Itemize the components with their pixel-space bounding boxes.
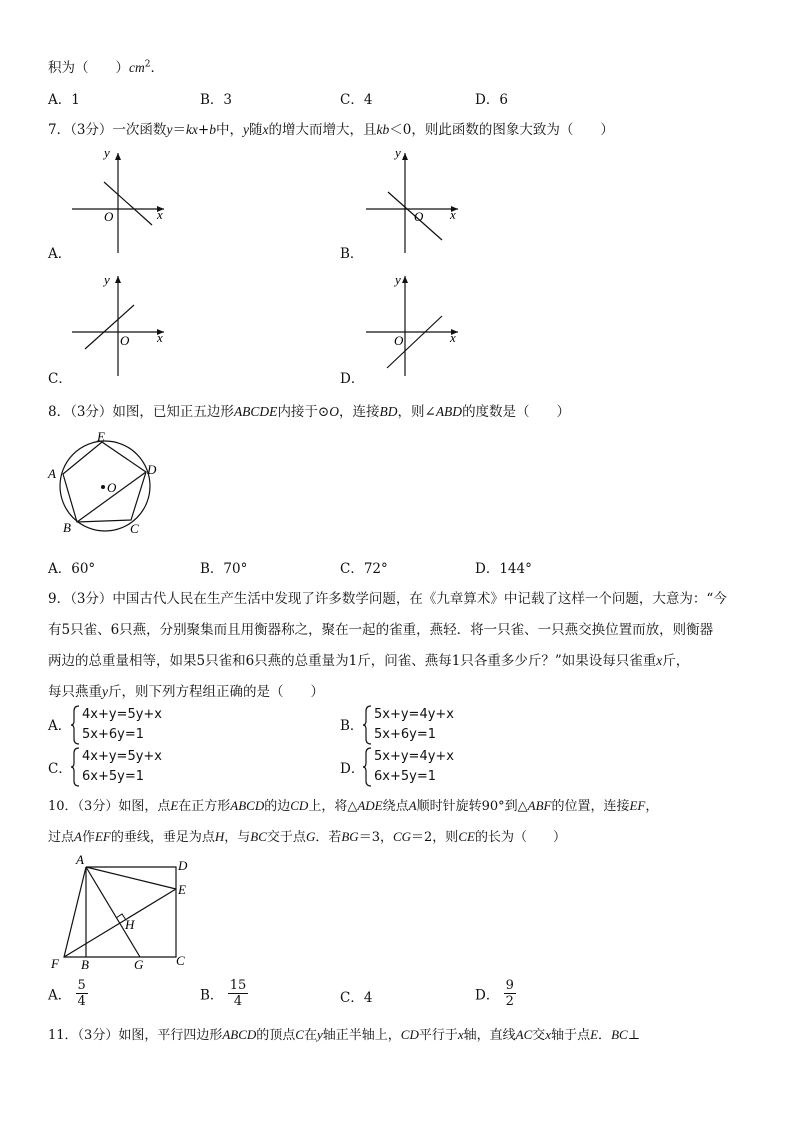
q7-stem xyxy=(48,118,614,138)
label-d: D xyxy=(147,462,157,477)
option-letter: A． xyxy=(48,561,72,577)
q7-graph-c xyxy=(68,268,168,378)
q6-tail-unit: cm xyxy=(129,60,145,75)
origin-label: O xyxy=(120,333,130,348)
q8-option-d[interactable] xyxy=(475,557,532,577)
y-label: y xyxy=(104,272,110,287)
q11-text: ⊥ xyxy=(627,1028,640,1043)
q10-var: E xyxy=(170,798,179,813)
x-label: x xyxy=(157,330,163,345)
q10-var: BC xyxy=(250,829,267,844)
q10-var: CG xyxy=(392,829,412,844)
label-e: E xyxy=(97,429,105,444)
q9-option-a[interactable] xyxy=(48,714,71,734)
q10-text: 的垂线，垂足为点 xyxy=(110,830,215,845)
q9-line-3 xyxy=(48,649,689,669)
q10-text: 的边 xyxy=(264,799,291,814)
q10-text: ＝2，则 xyxy=(411,830,459,845)
option-text: 1 xyxy=(71,92,80,108)
q10-var: ABF xyxy=(527,798,552,813)
fraction xyxy=(76,978,88,1009)
q10-text: ，与 xyxy=(224,830,251,845)
option-letter: A． xyxy=(48,718,72,734)
label-c: C xyxy=(176,953,185,968)
q7-text: 中， xyxy=(215,122,243,138)
q10-var: BG xyxy=(341,829,359,844)
brace-icon xyxy=(362,705,372,745)
q10-figure xyxy=(48,852,198,972)
q11-stem xyxy=(48,1024,640,1043)
q11-text: 交 xyxy=(532,1028,546,1043)
option-letter: A． xyxy=(48,987,72,1004)
q8-var: ABD xyxy=(435,404,463,419)
q6-option-b[interactable] xyxy=(200,88,232,108)
option-text: 4 xyxy=(363,990,373,1006)
option-letter: C． xyxy=(340,561,364,577)
q10-text: 的位置，连接 xyxy=(551,799,630,814)
option-letter: B． xyxy=(200,92,224,108)
q11-var: ABCD xyxy=(222,1027,257,1042)
label-d: D xyxy=(178,858,188,873)
x-label: x xyxy=(450,207,456,222)
q10-var: EF xyxy=(94,829,111,844)
q6-tail-sup: 2 xyxy=(144,59,151,70)
q7-expr: kx xyxy=(185,122,198,137)
q9-system-a xyxy=(82,705,162,745)
equation-1: 5x+y=4y+x xyxy=(374,707,454,722)
q10-line-2 xyxy=(48,826,566,845)
option-letter: D． xyxy=(475,92,500,108)
y-axis-arrow xyxy=(115,276,121,283)
q7-graph-b xyxy=(362,145,462,255)
q6-tail-end: ． xyxy=(150,60,164,76)
q11-var: x xyxy=(457,1027,464,1042)
q7-var: y xyxy=(242,122,249,137)
option-letter: B． xyxy=(200,987,224,1004)
q8-option-a[interactable] xyxy=(48,557,95,577)
q10-var: ADE xyxy=(357,798,383,813)
q10-text: 作 xyxy=(81,830,95,845)
option-text: 144° xyxy=(499,561,532,577)
fraction xyxy=(228,978,249,1009)
q10-option-c[interactable] xyxy=(340,986,372,1006)
option-text: 70° xyxy=(223,561,248,577)
equation-1: 4x+y=5y+x xyxy=(82,749,162,764)
equation-2: 6x+5y=1 xyxy=(82,769,144,784)
q10-var: ABCD xyxy=(230,798,265,813)
q7-option-b[interactable] xyxy=(340,242,363,262)
q10-text: ， xyxy=(645,799,659,814)
denominator: 4 xyxy=(77,994,86,1009)
q9-line-2: 有5只雀、6只燕，分别聚集而且用衡器称之，聚在一起的雀重，燕轻．将一只雀、一只燕交换位置而放，则衡器 xyxy=(48,622,714,638)
q8-figure xyxy=(45,428,165,540)
q11-text: 轴于点 xyxy=(551,1028,591,1043)
q10-option-a[interactable] xyxy=(48,978,88,1009)
square-and-f xyxy=(64,867,176,957)
option-letter: C． xyxy=(48,371,72,387)
label-g: G xyxy=(134,957,144,972)
q9-text: 斤，则下列方程组正确的是（ ） xyxy=(108,684,324,700)
q6-option-a[interactable] xyxy=(48,88,80,108)
q8-text: 8．（3分）如图，已知正五边形 xyxy=(48,404,234,420)
option-letter: D． xyxy=(475,561,500,577)
y-label: y xyxy=(395,145,401,160)
q10-text: 绕点 xyxy=(382,799,409,814)
option-text: 4 xyxy=(363,92,373,108)
equation-1: 5x+y=4y+x xyxy=(374,749,454,764)
numerator: 15 xyxy=(229,978,247,993)
q7-expr: ＝ xyxy=(172,122,186,138)
circle-o xyxy=(60,441,150,531)
origin-label: O xyxy=(394,333,404,348)
q7-option-d[interactable] xyxy=(340,367,364,387)
q7-expr: + xyxy=(197,122,210,138)
q9-text: 斤， xyxy=(662,653,690,669)
y-label: y xyxy=(104,145,110,160)
q8-text: ，则∠ xyxy=(397,404,436,420)
numerator: 5 xyxy=(77,978,86,993)
q8-stem xyxy=(48,400,570,420)
q9-option-b[interactable] xyxy=(340,714,363,734)
label-b: B xyxy=(63,520,71,535)
option-letter: B． xyxy=(340,246,364,262)
q11-text: 平行于 xyxy=(418,1028,458,1043)
label-h: H xyxy=(125,917,135,932)
q11-text: ． xyxy=(598,1028,612,1043)
q7-option-a[interactable] xyxy=(48,242,71,262)
equation-2: 5x+6y=1 xyxy=(82,727,144,742)
q8-var: O xyxy=(329,404,339,419)
origin-label: O xyxy=(104,209,114,224)
q10-option-d[interactable] xyxy=(475,978,516,1009)
option-letter: C． xyxy=(340,92,364,108)
q10-text: 顺时针旋转90°到△ xyxy=(416,799,528,814)
q7-expr: y xyxy=(166,122,173,137)
equation-2: 5x+6y=1 xyxy=(374,727,436,742)
q11-var: C xyxy=(295,1027,304,1042)
q7-var: x xyxy=(262,122,269,137)
option-text: 3 xyxy=(223,92,233,108)
q10-var: G xyxy=(305,829,316,844)
q10-text: 交于点 xyxy=(266,830,306,845)
q8-option-c[interactable] xyxy=(340,557,388,577)
q10-var: CE xyxy=(458,829,475,844)
q9-var: x xyxy=(656,653,663,668)
q9-line-1: 9．（3分）中国古代人民在生产生活中发现了许多数学问题，在《九章算术》中记载了这样一个问题，大意为：“今 xyxy=(48,591,727,607)
q8-var: BD xyxy=(379,404,398,419)
label-c: C xyxy=(130,521,139,536)
equation-2: 6x+5y=1 xyxy=(374,769,436,784)
x-label: x xyxy=(157,207,163,222)
q7-expr: b xyxy=(209,122,216,137)
q9-text: 两边的总重量相等，如果5只雀和6只燕的总重量为1斤，问雀、燕每1只各重多少斤？”如果设每只雀重 xyxy=(48,653,657,669)
option-text: 6 xyxy=(499,92,508,108)
q10-option-b[interactable] xyxy=(200,978,248,1009)
y-axis-arrow xyxy=(402,276,408,283)
y-label: y xyxy=(395,272,401,287)
option-letter: C． xyxy=(48,761,72,777)
q10-text: 10．（3分）如图，点 xyxy=(48,799,171,814)
q10-var: H xyxy=(214,829,225,844)
q11-var: CD xyxy=(400,1027,419,1042)
label-o: O xyxy=(107,480,117,495)
equation-1: 4x+y=5y+x xyxy=(82,707,162,722)
q11-var: E xyxy=(590,1027,599,1042)
label-e: E xyxy=(178,882,186,897)
option-letter: B． xyxy=(200,561,224,577)
q8-text: 内接于⊙ xyxy=(277,404,330,420)
option-letter: D． xyxy=(475,987,500,1004)
q8-text: 的度数是（ ） xyxy=(462,404,571,420)
q10-var: EF xyxy=(629,798,646,813)
q9-system-c xyxy=(82,747,162,787)
q10-var: A xyxy=(74,829,82,844)
q6-option-c[interactable] xyxy=(340,88,372,108)
label-b: B xyxy=(81,957,89,972)
q7-graph-d xyxy=(362,268,462,378)
q9-var: y xyxy=(102,684,108,699)
q11-var: x xyxy=(545,1027,552,1042)
y-axis-arrow xyxy=(115,153,121,160)
label-f: F xyxy=(51,956,59,971)
segment-ae xyxy=(86,867,176,889)
q7-text: ＜0，则此函数的图象大致为（ ） xyxy=(389,122,614,138)
q6-tail xyxy=(48,56,164,76)
q10-text: ＝3， xyxy=(358,830,393,845)
q10-var: A xyxy=(408,798,417,813)
q7-option-c[interactable] xyxy=(48,367,72,387)
x-label: x xyxy=(450,330,456,345)
q7-number: 7．（3分）一次函数 xyxy=(48,122,167,138)
q8-text: ，连接 xyxy=(339,404,380,420)
q8-var: ABCDE xyxy=(233,404,278,419)
option-letter: A． xyxy=(48,92,72,108)
q7-graph-a xyxy=(68,145,168,255)
q9-text: 每只燕重 xyxy=(48,684,102,700)
q6-tail-text: 积为（ ） xyxy=(48,60,129,76)
origin-label: O xyxy=(414,209,424,224)
q9-line-4 xyxy=(48,680,324,700)
q7-text: 的增大而增大，且 xyxy=(268,122,377,138)
q10-text: 上，将△ xyxy=(308,799,358,814)
q11-text: 的顶点 xyxy=(256,1028,296,1043)
y-axis-arrow xyxy=(402,153,408,160)
q11-var: AC xyxy=(515,1027,533,1042)
q6-option-d[interactable] xyxy=(475,88,508,108)
option-letter: D． xyxy=(340,371,365,387)
q11-var: BC xyxy=(611,1027,628,1042)
denominator: 4 xyxy=(233,994,243,1009)
option-letter: A． xyxy=(48,246,72,262)
option-letter: C． xyxy=(340,990,364,1006)
q11-text: 轴正半轴上， xyxy=(322,1028,401,1043)
center-point xyxy=(101,485,105,489)
option-letter: B． xyxy=(340,718,364,734)
brace-icon xyxy=(70,747,80,787)
q10-text: 在正方形 xyxy=(178,799,231,814)
q7-var: kb xyxy=(376,122,390,137)
q9-system-d xyxy=(374,747,454,787)
q11-var: y xyxy=(316,1027,323,1042)
q10-line-1 xyxy=(48,795,658,814)
q9-option-c[interactable] xyxy=(48,757,72,777)
q8-option-b[interactable] xyxy=(200,557,247,577)
q11-text: 轴，直线 xyxy=(463,1028,516,1043)
fraction xyxy=(504,978,516,1009)
q10-var: CD xyxy=(290,798,309,813)
option-text: 72° xyxy=(363,561,388,577)
q9-system-b xyxy=(374,705,454,745)
denominator: 2 xyxy=(505,994,514,1009)
q10-text: ．若 xyxy=(315,830,342,845)
q9-option-d[interactable] xyxy=(340,757,364,777)
option-text: 60° xyxy=(71,561,96,577)
q10-text: 过点 xyxy=(48,830,75,845)
q11-text: 11．（3分）如图，平行四边形 xyxy=(48,1028,223,1043)
q10-text: 的长为（ ） xyxy=(474,830,566,845)
label-a: A xyxy=(76,852,84,867)
label-a: A xyxy=(48,466,56,481)
brace-icon xyxy=(70,705,80,745)
q11-text: 在 xyxy=(303,1028,317,1043)
option-letter: D． xyxy=(340,761,365,777)
brace-icon xyxy=(362,747,372,787)
segment-ag xyxy=(86,867,140,957)
pentagon xyxy=(63,442,146,522)
q7-text: 随 xyxy=(248,122,263,138)
numerator: 9 xyxy=(505,978,514,993)
